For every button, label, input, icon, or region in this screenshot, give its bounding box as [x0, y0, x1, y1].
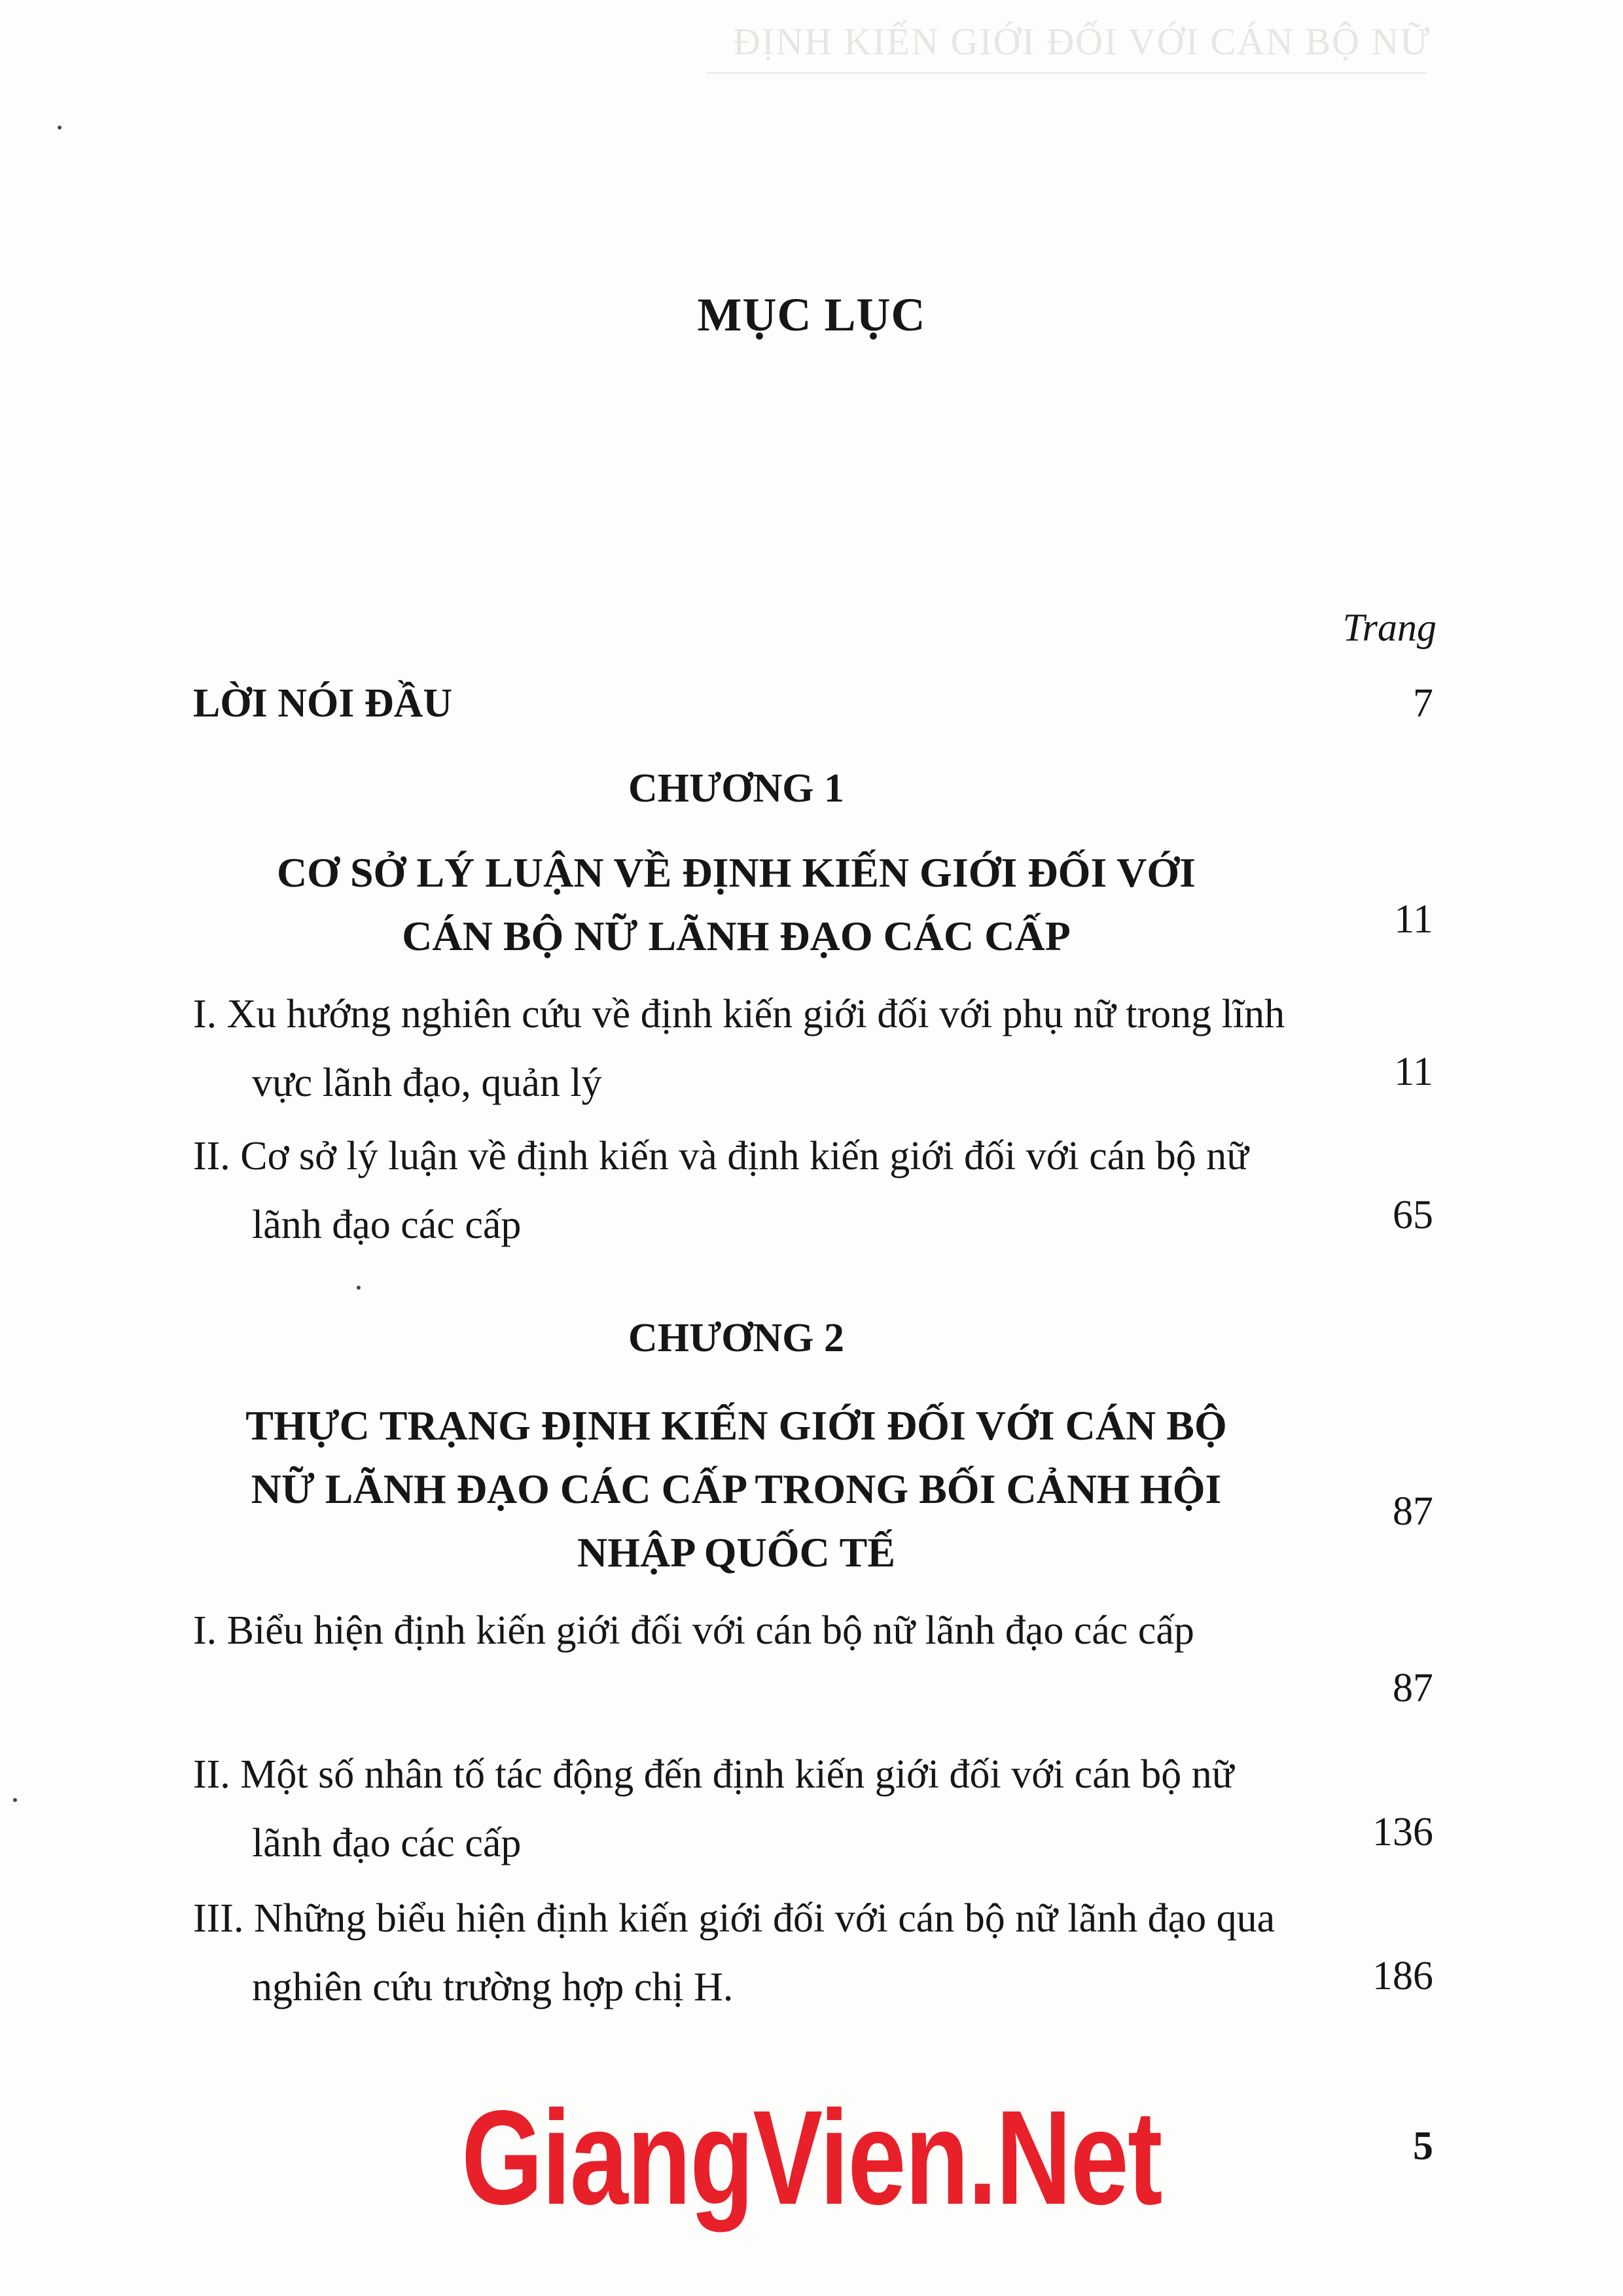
- scan-speck: [13, 1798, 17, 1802]
- toc-entry-foreword[interactable]: LỜI NÓI ĐẦU: [193, 681, 453, 726]
- toc-item-2-3-page: 186: [1372, 1954, 1433, 1998]
- toc-title: MỤC LỤC: [697, 289, 926, 341]
- toc-item-1-1-page: 11: [1394, 1050, 1433, 1094]
- chapter-1-title[interactable]: [0, 841, 1472, 968]
- toc-page-foreword: 7: [1413, 681, 1433, 726]
- scan-speck: [357, 1286, 361, 1290]
- chapter-2-title[interactable]: [0, 1394, 1472, 1584]
- toc-item-2-3[interactable]: III. Những biểu hiện định kiến giới đối với cán bộ nữ lãnh đạo qua nghiên cứu trường hợp chị H.: [193, 1896, 1275, 2009]
- chapter-2-title-line: NHẬP QUỐC TẾ: [577, 1529, 895, 1576]
- toc-item-2-1-page: 87: [1393, 1666, 1433, 1710]
- chapter-1-title-line: CÁN BỘ NỮ LÃNH ĐẠO CÁC CẤP: [402, 913, 1071, 959]
- chapter-2-label[interactable]: CHƯƠNG 2: [628, 1316, 845, 1360]
- scan-speck: [58, 126, 62, 130]
- show-through-rule: [707, 72, 1427, 74]
- toc-item-2-2-page: 136: [1372, 1810, 1433, 1854]
- toc-item-1-1[interactable]: I. Xu hướng nghiên cứu về định kiến giới đối với phụ nữ trong lĩnh vực lãnh đạo, quản lý: [193, 992, 1285, 1105]
- chapter-2-title-line: NỮ LÃNH ĐẠO CÁC CẤP TRONG BỐI CẢNH HỘI: [251, 1466, 1222, 1512]
- chapter-1-page: 11: [1394, 897, 1433, 942]
- chapter-2-page: 87: [1393, 1489, 1433, 1534]
- toc-item-1-2[interactable]: II. Cơ sở lý luận về định kiến và định kiến giới đối với cán bộ nữ lãnh đạo các cấp: [193, 1134, 1249, 1247]
- toc-item-2-2[interactable]: II. Một số nhân tố tác động đến định kiến giới đối với cán bộ nữ lãnh đạo các cấp: [193, 1752, 1234, 1865]
- chapter-1-label[interactable]: CHƯƠNG 1: [628, 766, 845, 811]
- toc-item-2-1[interactable]: I. Biểu hiện định kiến giới đối với cán bộ nữ lãnh đạo các cấp: [193, 1608, 1194, 1653]
- chapter-2-title-line: THỰC TRẠNG ĐỊNH KIẾN GIỚI ĐỐI VỚI CÁN BỘ: [245, 1402, 1227, 1449]
- site-watermark: GiangVien.Net: [461, 2083, 1162, 2233]
- toc-item-1-2-page: 65: [1393, 1193, 1433, 1237]
- chapter-1-title-line: CƠ SỞ LÝ LUẬN VỀ ĐỊNH KIẾN GIỚI ĐỐI VỚI: [276, 849, 1196, 896]
- page-number: 5: [1413, 2124, 1433, 2168]
- page-column-label: Trang: [1342, 606, 1436, 649]
- show-through-text: ĐỊNH KIẾN GIỚI ĐỐI VỚI CÁN BỘ NỮ: [733, 20, 1431, 63]
